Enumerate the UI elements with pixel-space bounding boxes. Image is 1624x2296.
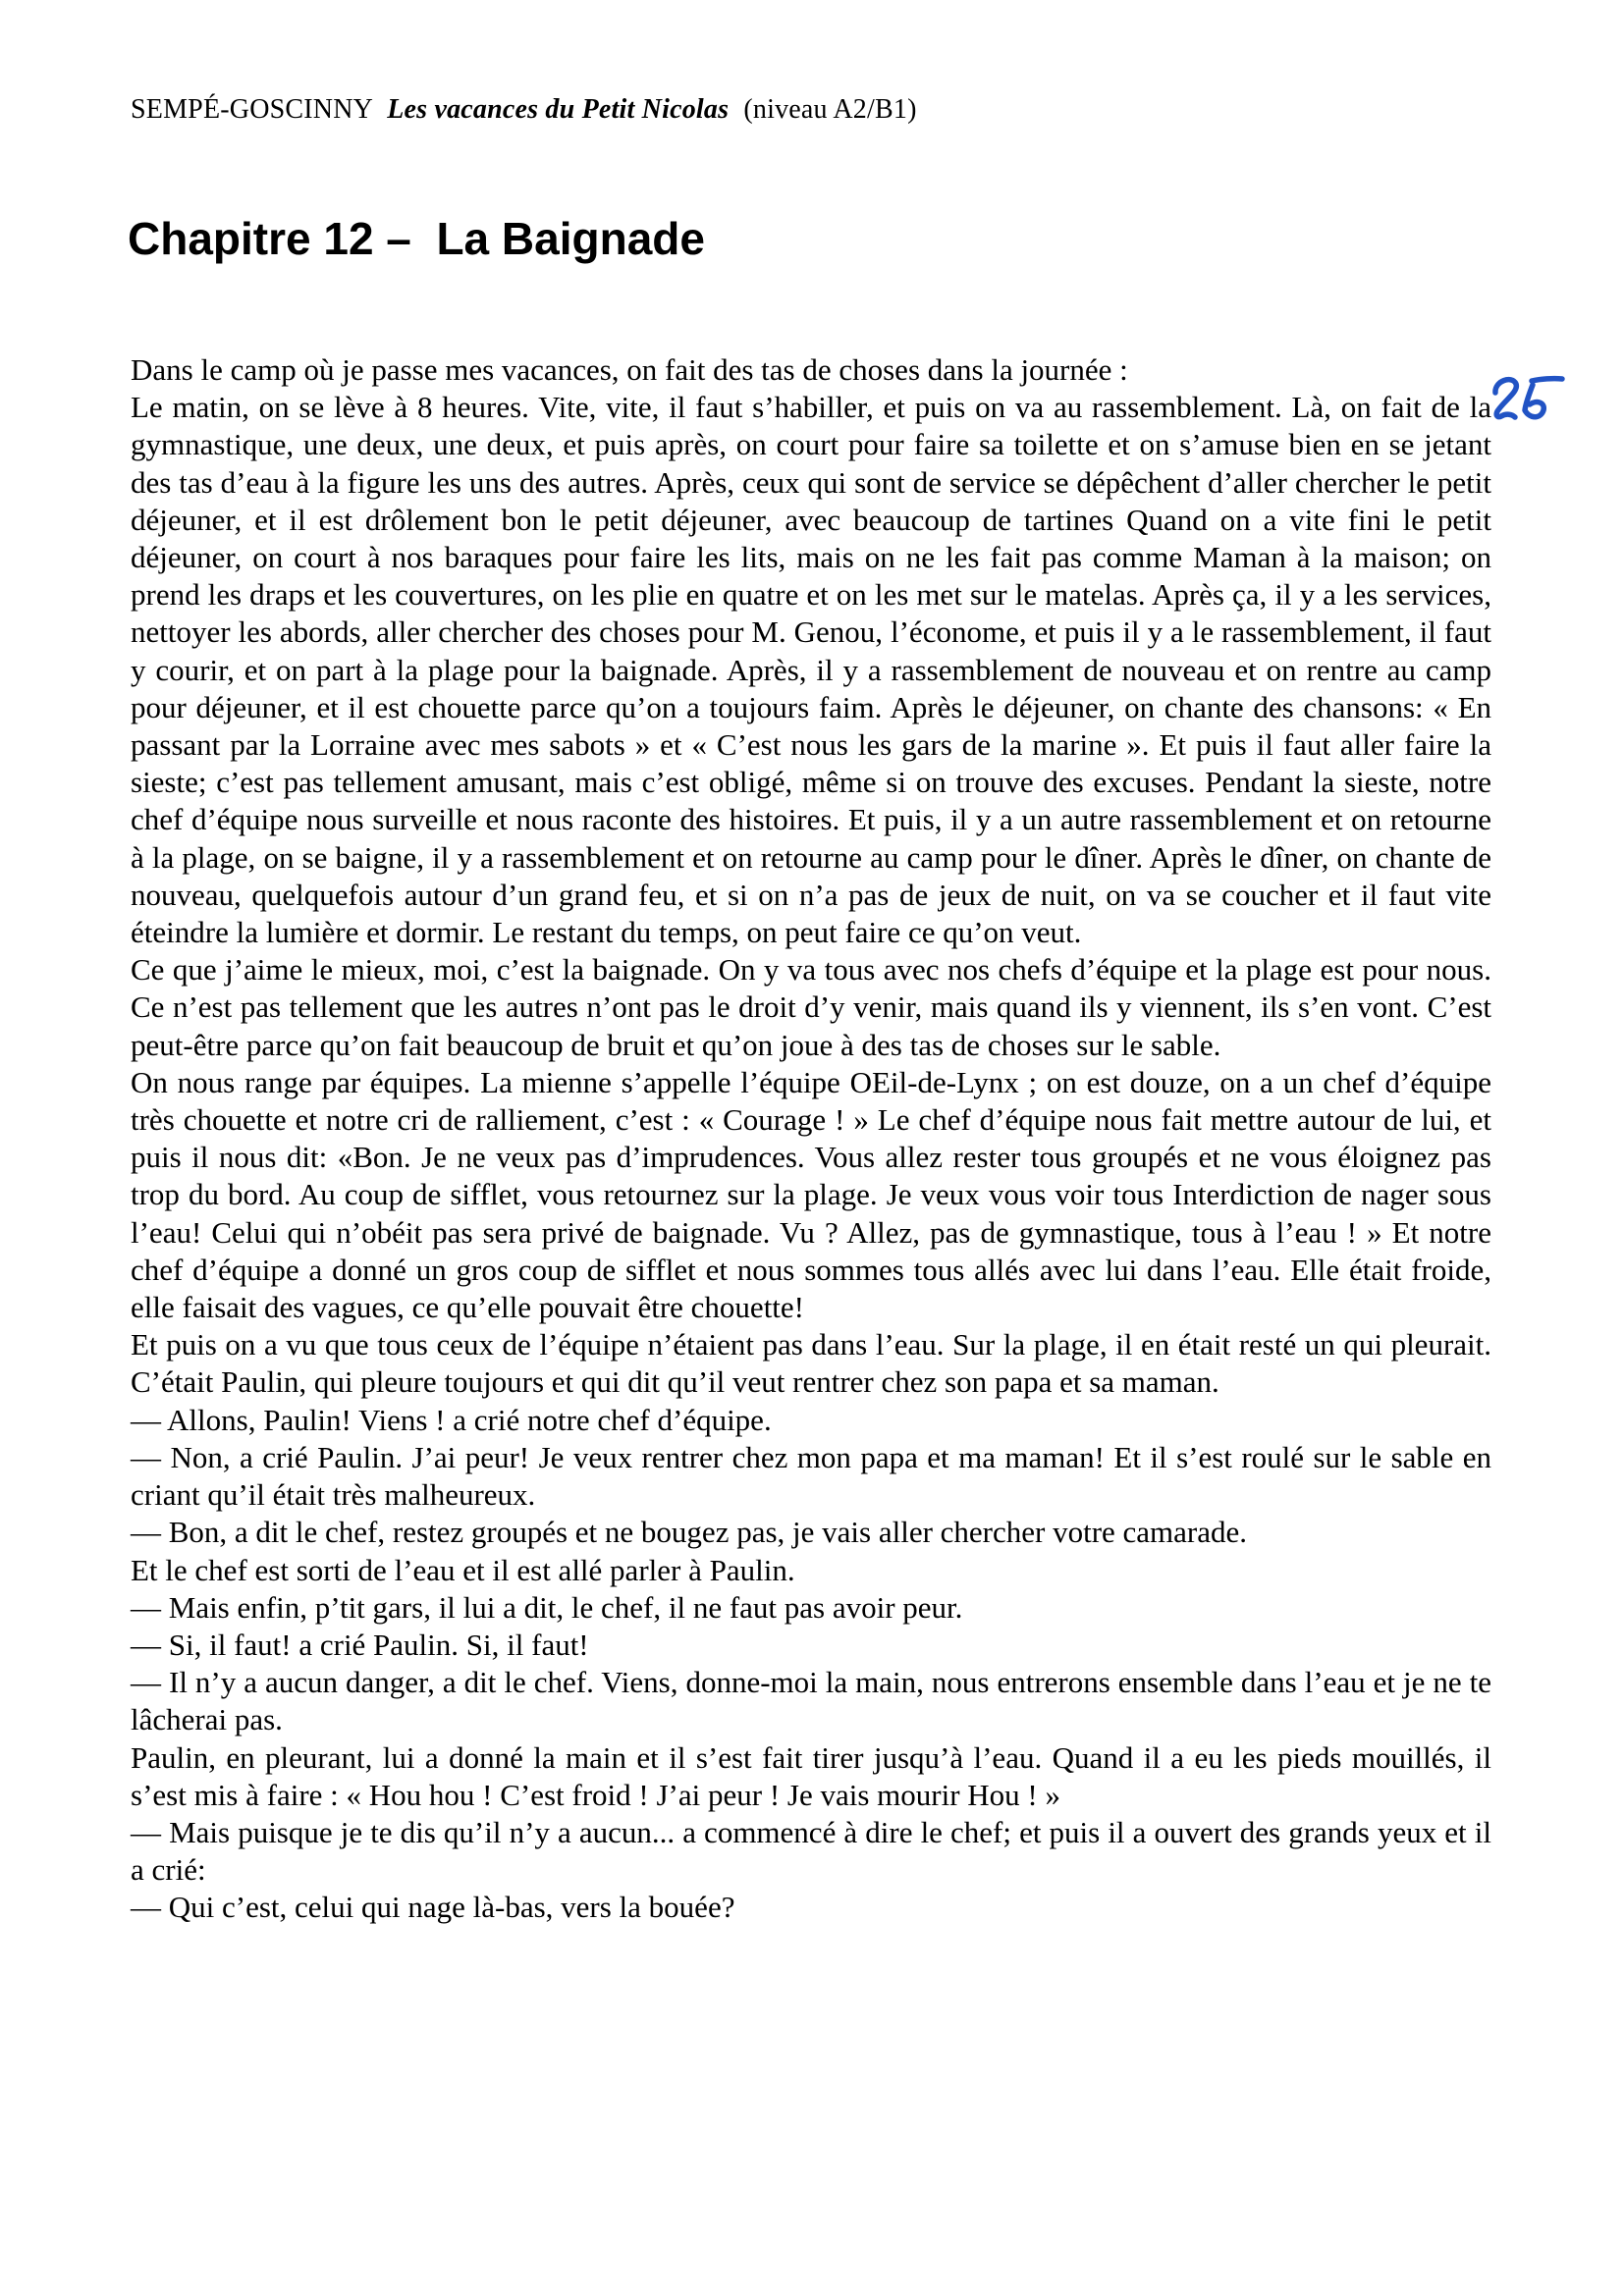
paragraph: — Qui c’est, celui qui nage là-bas, vers la bouée? <box>131 1890 735 1925</box>
paragraph: — Non, a crié Paulin. J’ai peur! Je veux rentrer chez mon papa et ma maman! Et il s’est roulé sur le sable en criant qu’il était très malheureux. <box>131 1439 1491 1513</box>
header-book-title: Les vacances du Petit Nicolas <box>387 94 730 125</box>
paragraph: — Allons, Paulin! Viens ! a crié notre chef d’équipe. <box>131 1402 772 1437</box>
handwritten-page-number <box>1489 371 1567 432</box>
pen-stroke-digit-2 <box>1495 380 1516 417</box>
paragraph: Et puis on a vu que tous ceux de l’équipe n’étaient pas dans l’eau. Sur la plage, il en était resté un qui pleurait. C’était Paulin, qui pleure toujours et qui dit qu’il veut rentrer chez son papa et sa maman. <box>131 1327 1491 1400</box>
paragraph: Le matin, on se lève à 8 heures. Vite, vite, il faut s’habiller, et puis on va au rassemblement. Là, on fait de la gymnastique, une deux, une deux, et puis après, on court pour faire sa toilette et on s’amuse bien en se jetant des tas d’eau à la figure les uns des autres. Après, ceux qui sont de service se dépêchent d’aller chercher le petit déjeuner, et il est drôlement bon le petit déjeuner, avec beaucoup de tartines Quand on a vite fini le petit déjeuner, on court à nos baraques pour faire les lits, mais on ne les fait pas comme Maman à la maison; on prend les draps et les couvertures, on les plie en quatre et on les met sur le matelas. Après ça, il y a les services, nettoyer les abords, aller chercher des choses pour M. Genou, l’économe, et puis il y a le rassemblement, il faut y courir, et on part à la plage pour la baignade. Après, il y a rassemblement de nouveau et on rentre au camp pour déjeuner, et il est chouette parce qu’on a toujours faim. Après le déjeuner, on chante des chansons: « En passant par la Lorraine avec mes sabots » et « C’est nous les gars de la marine ». Et puis il faut aller faire la sieste; c’est pas tellement amusant, mais c’est obligé, même si on trouve des excuses. Pendant la sieste, notre chef d’équipe nous surveille et nous raconte des histoires. Et puis, il y a un autre rassemblement et on retourne à la plage, on se baigne, il y a rassemblement et on retourne au camp pour le dîner. Après le dîner, on chante de nouveau, quelquefois autour d’un grand feu, et si on n’a pas de jeux de nuit, on va se coucher et il faut vite éteindre la lumière et dormir. Le restant du temps, on peut faire ce qu’on veut. <box>131 390 1491 950</box>
paragraph: — Mais puisque je te dis qu’il n’y a aucun... a commencé à dire le chef; et puis il a ouvert des grands yeux et il a crié: <box>131 1814 1491 1888</box>
paragraph: — Bon, a dit le chef, restez groupés et ne bougez pas, je vais aller chercher votre camarade. <box>131 1515 1248 1550</box>
chapter-body <box>131 351 1491 1927</box>
running-header <box>131 94 917 126</box>
paragraph: Paulin, en pleurant, lui a donné la main et il s’est fait tirer jusqu’à l’eau. Quand il a eu les pieds mouillés, il s’est mis à faire : « Hou hou ! C’est froid ! J’ai peur ! Je vais mourir Hou ! » <box>131 1739 1491 1812</box>
paragraph: Dans le camp où je passe mes vacances, on fait des tas de choses dans la journée : <box>131 352 1128 387</box>
pen-stroke-5-bar <box>1532 379 1562 381</box>
paragraph: — Mais enfin, p’tit gars, il lui a dit, le chef, il ne faut pas avoir peur. <box>131 1589 963 1625</box>
paragraph: On nous range par équipes. La mienne s’appelle l’équipe OEil-de-Lynx ; on est douze, on a un chef d’équipe très chouette et notre cri de ralliement, c’est : « Courage ! » Le chef d’équipe nous fait mettre autour de lui, et puis il nous dit: «Bon. Je ne veux pas d’imprudences. Vous allez rester tous groupés et ne vous éloignez pas trop du bord. Au coup de sifflet, vous retournez sur la plage. Je veux vous voir tous Interdiction de nager sous l’eau! Celui qui n’obéit pas sera privé de baignade. Vu ? Allez, pas de gymnastique, tous à l’eau ! » Et notre chef d’équipe a donné un gros coup de sifflet et nous sommes tous allés avec lui dans l’eau. Elle était froide, elle faisait des vagues, ce qu’elle pouvait être chouette! <box>131 1064 1491 1325</box>
paragraph: — Il n’y a aucun danger, a dit le chef. Viens, donne-moi la main, nous entrerons ensemble dans l’eau et je ne te lâcherai pas. <box>131 1665 1491 1737</box>
chapter-title: Chapitre 12 – La Baignade <box>128 213 705 264</box>
paragraph: — Si, il faut! a crié Paulin. Si, il faut! <box>131 1627 589 1662</box>
pen-stroke-digit-5 <box>1525 385 1543 417</box>
header-author: SEMPÉ-GOSCINNY <box>131 94 373 125</box>
header-level: (niveau A2/B1) <box>743 94 917 125</box>
paragraph: Ce que j’aime le mieux, moi, c’est la baignade. On y va tous avec nos chefs d’équipe et la plage est pour nous. Ce n’est pas tellement que les autres n’ont pas le droit d’y venir, mais quand ils y viennent, ils s’en vont. C’est peut-être parce qu’on fait beaucoup de bruit et qu’on joue à des tas de choses sur le sable. <box>131 952 1491 1062</box>
handwritten-25-icon <box>1489 371 1567 432</box>
paragraph: Et le chef est sorti de l’eau et il est allé parler à Paulin. <box>131 1552 795 1587</box>
